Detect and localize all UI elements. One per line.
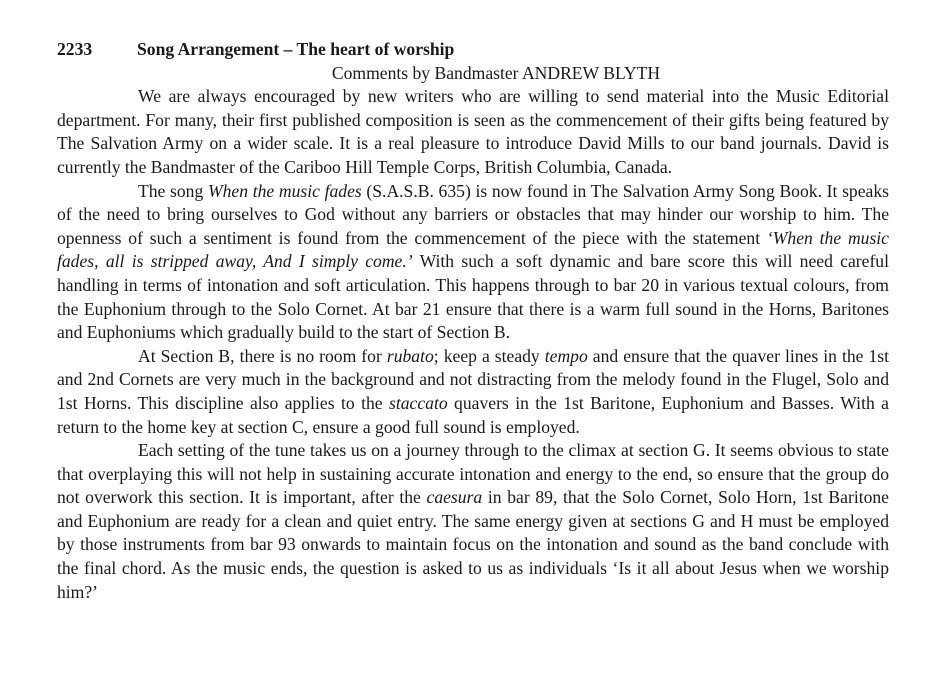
byline: Comments by Bandmaster ANDREW BLYTH (331, 62, 661, 83)
italic-text: staccato (389, 392, 448, 413)
article-heading (57, 38, 889, 62)
italic-text: ‘When the music fades, all is stripped away, And I simply come.’ (57, 227, 889, 272)
paragraph (57, 85, 889, 179)
italic-text: tempo (544, 345, 588, 366)
paragraph (57, 180, 889, 345)
document-page (57, 38, 889, 604)
text-run: The song (138, 180, 208, 201)
text-run: and ensure that the quaver lines in the 1st and 2nd Cornets are very much in the background and not distracting from the melody found in the Flugel, Solo and 1st Horns. This discipline also applies to the (57, 345, 889, 413)
text-run: Each setting of the tune takes us on a journey through to the climax at section G. It seems obvious to state that overplaying this will not help in sustaining accurate intonation and energy to the end, so ensure that the group do not overwork this section. It is important, after the (57, 440, 889, 508)
italic-text: When the music fades (207, 180, 362, 201)
text-run: With such a soft dynamic and bare score this will need careful handling in terms of intonation and soft articulation. This happens through to bar 20 in various textual colours, from the Euphonium through to the Solo Cornet. At bar 21 ensure that there is a warm full sound in the Horns, Baritones and Euphoniums which gradually build to the start of Section B. (57, 251, 889, 343)
text-run: We are always encouraged by new writers who are willing to send material into the Music Editorial department. For many, their first published composition is seen as the commencement of their gifts being featured by The Salvation Army on a wider scale. It is a real pleasure to introduce David Mills to our band journals. David is currently the Bandmaster of the Cariboo Hill Temple Corps, British Columbia, Canada. (57, 86, 889, 177)
paragraph (57, 345, 889, 439)
text-run: in bar 89, that the Solo Cornet, Solo Horn, 1st Baritone and Euphonium are ready for a clean and quiet entry. The same energy given at sections G and H must be employed by those instruments from bar 93 onwards to maintain focus on the intonation and sound as the band conclude with the final chord. As the music ends, the question is asked to us as individuals ‘Is it all about Jesus when we worship him?’ (57, 487, 889, 602)
article-title: Song Arrangement – The heart of worship (137, 39, 455, 59)
text-run: ; keep a steady (433, 345, 545, 366)
article-number: 2233 (57, 39, 93, 59)
italic-text: caesura (426, 487, 483, 508)
text-run: At Section B, there is no room for (138, 345, 387, 366)
paragraph (57, 439, 889, 604)
text-run: (S.A.S.B. 635) is now found in The Salvation Army Song Book. It speaks of the need to bring ourselves to God without any barriers or obstacles that may hinder our worship to him. The openness of such a sentiment is found from the commencement of the piece with the statement (57, 180, 889, 248)
text-run: quavers in the 1st Baritone, Euphonium and Basses. With a return to the home key at section C, ensure a good full sound is employed. (57, 392, 889, 437)
article-body (57, 85, 889, 604)
italic-text: rubato (386, 345, 434, 366)
